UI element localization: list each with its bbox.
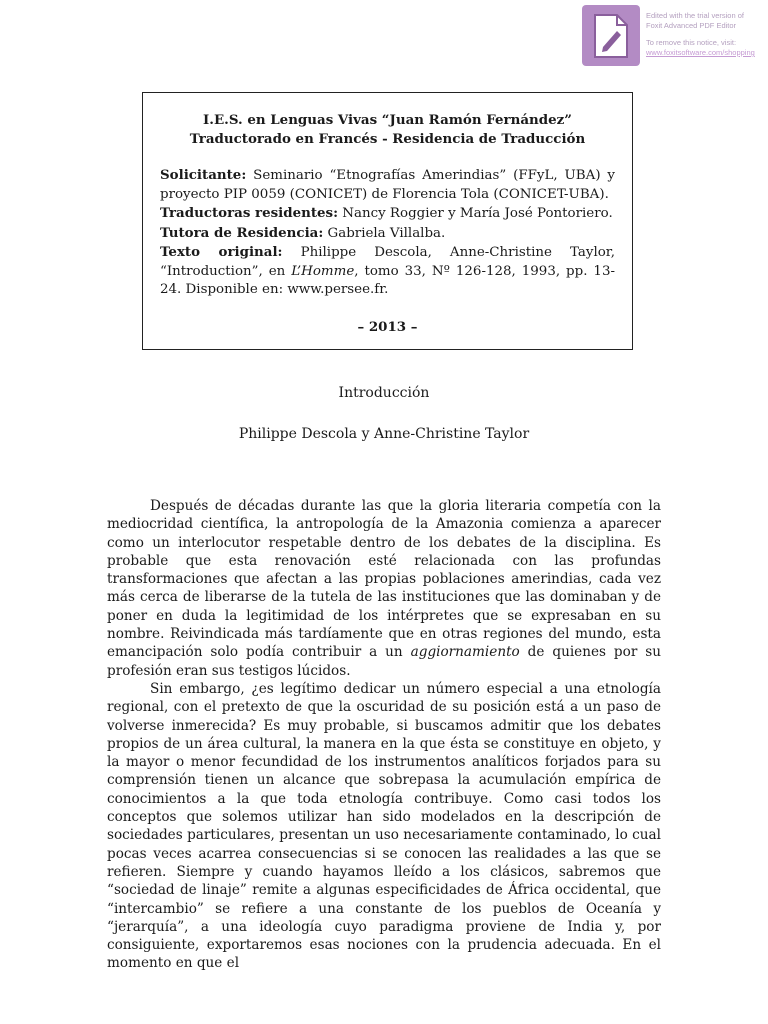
tutora-value: Gabriela Villalba. <box>323 225 446 241</box>
watermark-line-3: To remove this notice, visit: <box>646 38 737 47</box>
paragraph-1-text: Después de décadas durante las que la gloria literaria competía con la mediocridad científica, la antropología de la Amazonia comienza a aparecer como un interlocutor respetable dentro de los debates de la disciplina. Es probable que esta renovación esté relacionada con las profundas transformaciones que afectan a las propias poblaciones amerindias, cada vez más cerca de liberarse de la tutela de las instituciones que las dominaban y de poner en duda la legitimidad de los intérpretes que se expresaban en su nombre. Reivindicada más tardíamente que en otras regiones del mundo, esta emancipación solo podía contribuir a un <box>107 498 661 661</box>
document-body <box>107 497 661 973</box>
translation-info-box <box>142 92 633 350</box>
paragraph-2: Sin embargo, ¿es legítimo dedicar un número especial a una etnología regional, con el pretexto de que la oscuridad de su posición está a un paso de volverse inmerecida? Es muy probable, si buscamos admitir que los debates propios de un área cultural, la manera en la que ésta se constituye en objeto, y la mayor o menor fecundidad de los instrumentos analíticos forjados para su comprensión tienen un alcance que sobrepasa la acumulación empírica de conocimientos a la que toda etnología contribuye. Como casi todos los conceptos que solemos utilizar han sido modelados en la descripción de sociedades particulares, presentan un uso necesariamente contaminado, lo cual pocas veces acarrea consecuencias si se conocen las realidades a las que se refieren. Siempre y cuando hayamos lleído a los clásicos, sabremos que “sociedad de linaje” remite a algunas especificidades de África occidental, que “intercambio” se refiere a una constante de los pueblos de Oceanía y “jerarquía”, a una ideología cuyo paradigma proviene de India y, por consiguiente, exportaremos esas nociones con la prudencia adecuada. En el momento en que el <box>107 680 661 972</box>
tutora-label: Tutora de Residencia: <box>160 224 324 241</box>
traductoras-value: Nancy Roggier y María José Pontoriero. <box>338 206 613 221</box>
institution-header <box>160 111 615 148</box>
solicitante-line <box>160 166 615 204</box>
watermark-line-2: Foxit Advanced PDF Editor <box>646 21 737 30</box>
watermark-line-1: Edited with the trial version of <box>646 11 744 20</box>
texto-original-authors: Philippe Descola, Anne-Christine Taylor, “Introduction”, en <box>160 245 615 279</box>
journal-name: L’Homme <box>291 263 355 279</box>
texto-original-line <box>160 243 615 300</box>
institution-name: I.E.S. en Lenguas Vivas “Juan Ramón Fernández” <box>203 112 572 128</box>
document-title: Introducción <box>338 385 430 401</box>
texto-original-reference: , tomo 33, Nº 126-128, 1993, pp. 13-24. Disponible en: www.persee.fr. <box>160 263 615 297</box>
paragraph-1 <box>107 497 661 680</box>
program-name: Traductorado en Francés - Residencia de Traducción <box>189 130 586 147</box>
watermark-shopping-link[interactable]: www.foxitsoftware.com/shopping <box>646 48 755 57</box>
year-label: – 2013 – <box>357 318 418 335</box>
paragraph-1-italic-term: aggiornamiento <box>410 644 520 661</box>
document-authors: Philippe Descola y Anne-Christine Taylor <box>238 426 530 442</box>
tutora-line <box>160 224 615 244</box>
pdf-editor-pen-icon <box>582 5 640 66</box>
solicitante-value: Seminario “Etnografías Amerindias” (FFyL, UBA) y proyecto PIP 0059 (CONICET) de Florencia Tola (CONICET-UBA). <box>160 168 615 202</box>
traductoras-label: Traductoras residentes: <box>160 205 339 221</box>
paragraph-1-end: de quienes por su profesión eran sus testigos lúcidos. <box>107 644 661 679</box>
translation-credits <box>160 166 615 300</box>
texto-original-label: Texto original: <box>160 244 283 260</box>
solicitante-label: Solicitante: <box>160 167 247 183</box>
traductoras-line <box>160 204 615 224</box>
trial-watermark-notice <box>646 11 766 58</box>
